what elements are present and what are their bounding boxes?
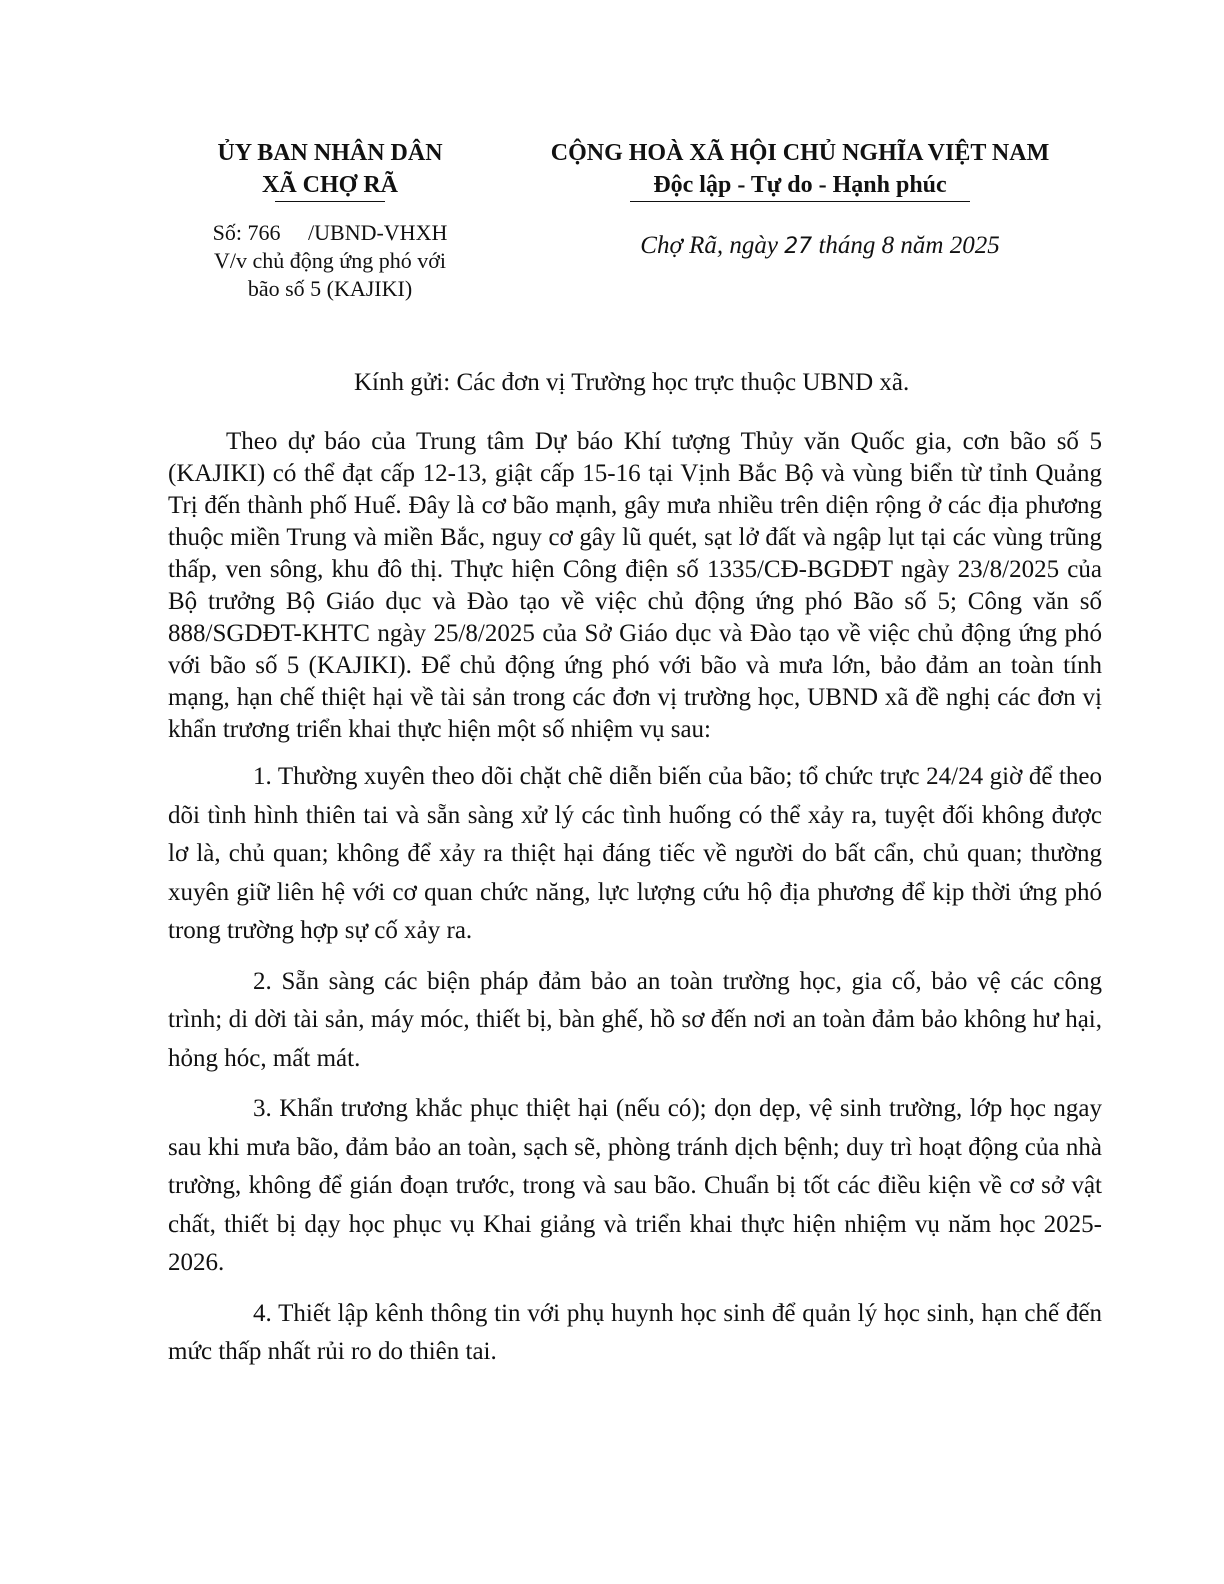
issuing-authority: [180, 137, 480, 202]
date-day: 27: [784, 234, 813, 259]
intro-paragraph: Theo dự báo của Trung tâm Dự báo Khí tượng Thủy văn Quốc gia, cơn bão số 5 (KAJIKI) có thể đạt cấp 12-13, giật cấp 15-16 tại Vịnh Bắc Bộ và vùng biển từ tỉnh Quảng Trị đến thành phố Huế. Đây là cơ bão mạnh, gây mưa nhiều trên diện rộng ở các địa phương thuộc miền Trung và miền Bắc, nguy cơ gây lũ quét, sạt lở đất và ngập lụt tại các vùng trũng thấp, ven sông, khu đô thị. Thực hiện Công điện số 1335/CĐ-BGDĐT ngày 23/8/2025 của Bộ trưởng Bộ Giáo dục và Đào tạo về việc chủ động ứng phó Bão số 5; Công văn số 888/SGDĐT-KHTC ngày 25/8/2025 của Sở Giáo dục và Đào tạo về việc chủ động ứng phó với bão số 5 (KAJIKI). Để chủ động ứng phó với bão và mưa lớn, bảo đảm an toàn tính mạng, hạn chế thiệt hại về tài sản trong các đơn vị trường học, UBND xã đề nghị các đơn vị khẩn trương triển khai thực hiện một số nhiệm vụ sau:: [168, 428, 1102, 743]
document-date: [510, 230, 1130, 263]
document-subject-line-2: bão số 5 (KAJIKI): [247, 276, 413, 301]
date-suffix: tháng 8 năm 2025: [812, 232, 1000, 259]
document-reference: [190, 219, 470, 303]
task-item-3: 3. Khẩn trương khắc phục thiệt hại (nếu có); dọn dẹp, vệ sinh trường, lớp học ngay sau khi mưa bão, đảm bảo an toàn, sạch sẽ, phòng tránh dịch bệnh; duy trì hoạt động của nhà trường, không để gián đoạn trước, trong và sau bão. Chuẩn bị tốt các điều kiện về cơ sở vật chất, thiết bị dạy học phục vụ Khai giảng và triển khai thực hiện nhiệm vụ năm học 2025-2026.: [168, 1095, 1102, 1276]
document-number: [190, 219, 470, 247]
date-prefix: Chợ Rã, ngày: [640, 232, 785, 259]
national-motto: Độc lập - Tự do - Hạnh phúc: [653, 172, 947, 198]
national-heading: [510, 137, 1090, 202]
task-item-4: 4. Thiết lập kênh thông tin với phụ huynh học sinh để quản lý học sinh, hạn chế đến mức thấp nhất rủi ro do thiên tai.: [168, 1299, 1102, 1365]
authority-name: ỦY BAN NHÂN DÂN: [217, 140, 443, 166]
country-name: CỘNG HOÀ XÃ HỘI CHỦ NGHĨA VIỆT NAM: [550, 140, 1050, 166]
task-item-1: 1. Thường xuyên theo dõi chặt chẽ diễn biến của bão; tổ chức trực 24/24 giờ để theo dõi tình hình thiên tai và sẵn sàng xử lý các tình huống có thể xảy ra, tuyệt đối không được lơ là, chủ quan; không để xảy ra thiệt hại đáng tiếc về người do bất cẩn, chủ quan; thường xuyên giữ liên hệ với cơ quan chức năng, lực lượng cứu hộ địa phương để kịp thời ứng phó trong trường hợp sự cố xảy ra.: [168, 763, 1102, 944]
authority-underline: [275, 201, 385, 202]
document-body: [168, 426, 1102, 1372]
recipient-line: Kính gửi: Các đơn vị Trường học trực thuộc UBND xã.: [354, 369, 910, 396]
document-subject-line-1: V/v chủ động ứng phó với: [214, 248, 446, 273]
task-item-2: 2. Sẵn sàng các biện pháp đảm bảo an toàn trường học, gia cố, bảo vệ các công trình; di dời tài sản, máy móc, thiết bị, bàn ghế, hồ sơ đến nơi an toàn đảm bảo không hư hại, hỏng hóc, mất mát.: [168, 967, 1102, 1072]
commune-name: XÃ CHỢ RÃ: [262, 172, 398, 198]
document-number-prefix: Số: 766: [212, 220, 281, 245]
document-number-suffix: /UBND-VHXH: [308, 220, 448, 245]
motto-underline: [630, 201, 970, 202]
